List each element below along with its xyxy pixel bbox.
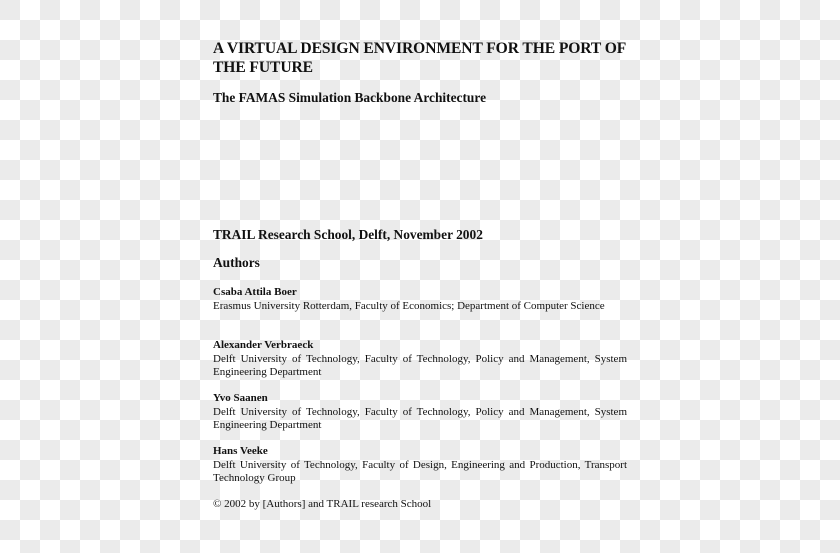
author-affiliation: Delft University of Technology, Faculty of Technology, Policy and Management, System Engineering Department (213, 352, 627, 378)
document-subtitle: The FAMAS Simulation Backbone Architecture (213, 90, 487, 105)
author-name: Alexander Verbraeck (213, 339, 314, 351)
author-name: Yvo Saanen (213, 392, 268, 404)
author-name: Csaba Attila Boer (213, 286, 297, 298)
authors-heading: Authors (213, 255, 260, 270)
author-entry (213, 392, 627, 433)
author-entry (213, 339, 627, 380)
author-affiliation: Delft University of Technology, Faculty of Design, Engineering and Production, Transport Technology Group (213, 458, 627, 484)
document-page (213, 0, 627, 553)
copyright-notice: © 2002 by [Authors] and TRAIL research School (213, 498, 432, 510)
author-name: Hans Veeke (213, 445, 268, 457)
institution-date-line: TRAIL Research School, Delft, November 2002 (213, 227, 483, 242)
author-entry (213, 445, 627, 486)
document-title: A VIRTUAL DESIGN ENVIRONMENT FOR THE PORT OF THE FUTURE (213, 40, 626, 76)
author-affiliation: Erasmus University Rotterdam, Faculty of Economics; Department of Computer Science (213, 299, 605, 312)
author-affiliation: Delft University of Technology, Faculty of Technology, Policy and Management, System Engineering Department (213, 405, 627, 431)
author-entry (213, 286, 627, 313)
